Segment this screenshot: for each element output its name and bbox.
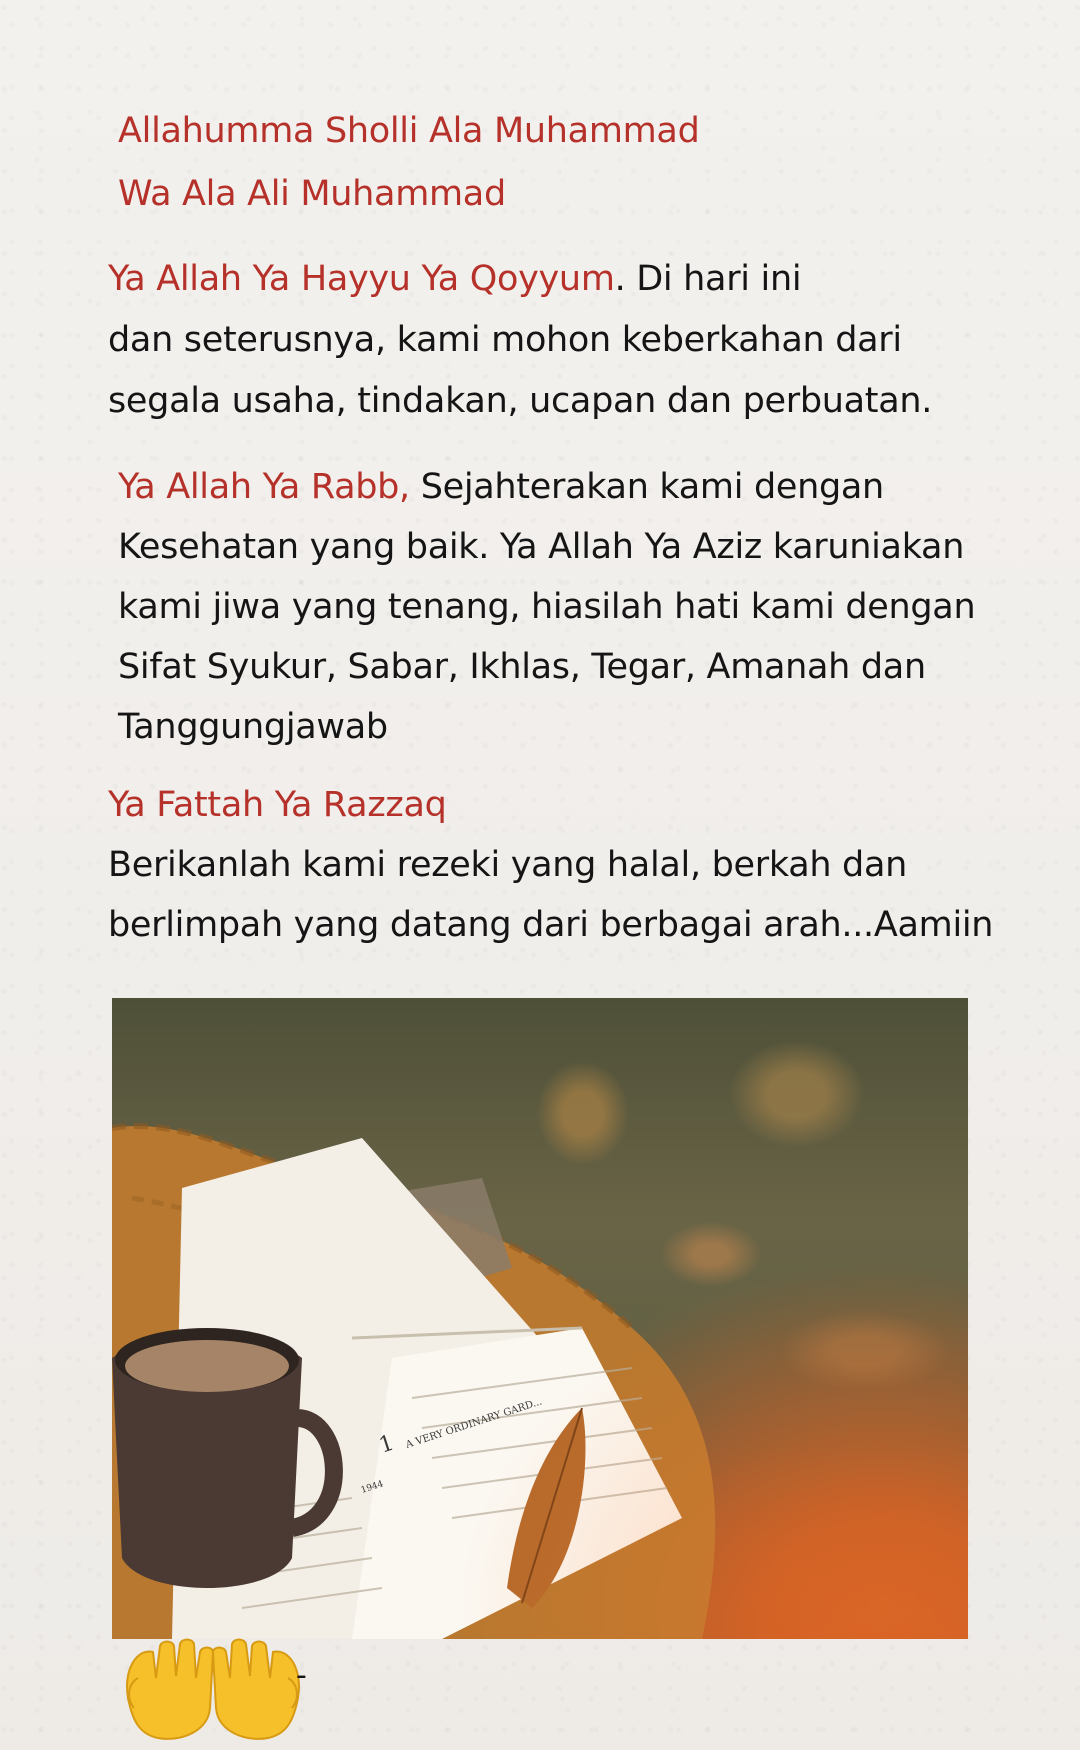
paragraph-1-line-3: segala usaha, tindakan, ucapan dan perbuatan.	[108, 381, 933, 421]
paragraph-3-line-2: berlimpah yang datang dari berbagai arah...Aamiin	[108, 905, 994, 945]
paragraph-2-line-3: kami jiwa yang tenang, hiasilah hati kami dengan	[118, 587, 976, 627]
paragraph-3-line-1: Berikanlah kami rezeki yang halal, berkah dan	[108, 845, 908, 885]
salawat-line-2: Wa Ala Ali Muhammad	[118, 174, 506, 214]
photo-illustration	[112, 998, 968, 1639]
salawat-line-1: Allahumma Sholli Ala Muhammad	[118, 111, 700, 151]
paragraph-2-line-5: Tanggungjawab	[118, 707, 388, 747]
paragraph-3-heading: Ya Fattah Ya Razzaq	[108, 785, 447, 825]
paragraph-2-line-1-rest: Sejahterakan kami dengan	[409, 467, 884, 507]
paragraph-2-line-2: Kesehatan yang baik. Ya Allah Ya Aziz karuniakan	[118, 527, 965, 567]
paragraph-2-highlight: Ya Allah Ya Rabb,	[118, 467, 410, 507]
paragraph-2-line-1	[118, 467, 884, 507]
raised-hands-icon	[118, 1638, 308, 1742]
autumn-coffee-book-photo	[112, 998, 968, 1639]
paragraph-1-line-1	[108, 259, 801, 299]
paragraph-1-line-2: dan seterusnya, kami mohon keberkahan dari	[108, 320, 902, 360]
paragraph-2-line-4: Sifat Syukur, Sabar, Ikhlas, Tegar, Amanah dan	[118, 647, 926, 687]
footer-dash: -	[296, 1658, 307, 1693]
paragraph-1-highlight: Ya Allah Ya Hayyu Ya Qoyyum	[108, 259, 615, 299]
paragraph-1-line-1-rest: . Di hari ini	[614, 259, 802, 299]
